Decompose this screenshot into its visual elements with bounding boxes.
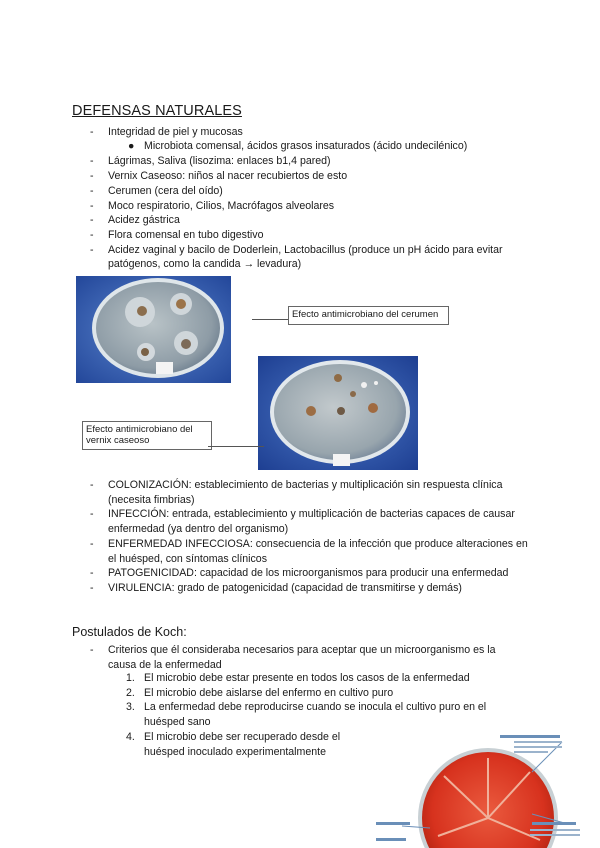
list-item: - INFECCIÓN: entrada, establecimiento y multiplicación de bacterias capaces de causar enfermedad (ya dentro del organismo) [90,507,530,536]
list-item [126,730,354,759]
item-text: El microbio debe aislarse del enfermo en cultivo puro [144,686,394,699]
figure-caption-cerumen: Efecto antimicrobiano del cerumen [288,306,449,325]
koch-title: Postulados de Koch: [72,625,187,639]
item-text: El microbio debe ser recuperado desde el huésped inoculado experimentalmente [144,730,341,758]
item-number: 1. [126,672,135,684]
list-item: - Vernix Caseoso: niños al nacer recubiertos de esto [90,169,530,184]
list-item: - VIRULENCIA: grado de patogenicidad (capacidad de transmitirse y demás) [90,581,530,596]
koch-intro-list [90,643,520,672]
figure-caption-vernix: Efecto antimicrobiano del vernix caseoso [82,421,212,450]
item-number: 4. [126,730,135,743]
list-item: - Acidez vaginal y bacilo de Doderlein, Lactobacillus (produce un pH ácido para evitar patógenos, como la candida → levadura) [90,243,530,272]
sub-list-item [128,139,528,154]
petri-dish-photo-vernix [258,356,418,470]
item-text: El microbio debe estar presente en todos los casos de la enfermedad [144,672,470,684]
item-text: La enfermedad debe reproducirse cuando se inocula el cultivo puro en el huésped sano [144,701,487,729]
item-number: 2. [126,686,135,699]
list-item: - Integridad de piel y mucosas [90,125,530,140]
blood-agar-plate-photo [372,732,600,848]
petri-dish-photo-cerumen [76,276,231,383]
list-item: - Moco respiratorio, Cilios, Macrófagos alveolares [90,199,530,214]
list-item: - COLONIZACIÓN: establecimiento de bacterias y multiplicación sin respuesta clínica (necesita fimbrias) [90,478,530,507]
section-title: DEFENSAS NATURALES [72,103,242,119]
item-number: 3. [126,701,135,714]
list-item: - Cerumen (cera del oído) [90,184,530,199]
list-item: - Acidez gástrica [90,213,530,228]
sub-item-text: Microbiota comensal, ácidos grasos insaturados (ácido undecilénico) [144,140,468,152]
list-item: - Lágrimas, Saliva (lisozima: enlaces b1,4 pared) [90,154,530,169]
list-item: - ENFERMEDAD INFECCIOSA: consecuencia de la infección que produce alteraciones en el huésped, con síntomas clínicos [90,537,530,566]
caption-leader-line [208,446,264,447]
list-item [126,671,506,686]
list-item [126,686,506,701]
list-item [126,700,506,729]
list-item: - PATOGENICIDAD: capacidad de los microorganismos para producir una enfermedad [90,566,530,581]
caption-leader-line [252,319,288,320]
list-item: - Criterios que él consideraba necesarios para aceptar que un microorganismo es la causa de la enfermedad [90,643,520,672]
definitions-list [90,478,530,596]
bullet-icon: ● [128,140,135,152]
list-item: - Flora comensal en tubo digestivo [90,228,530,243]
